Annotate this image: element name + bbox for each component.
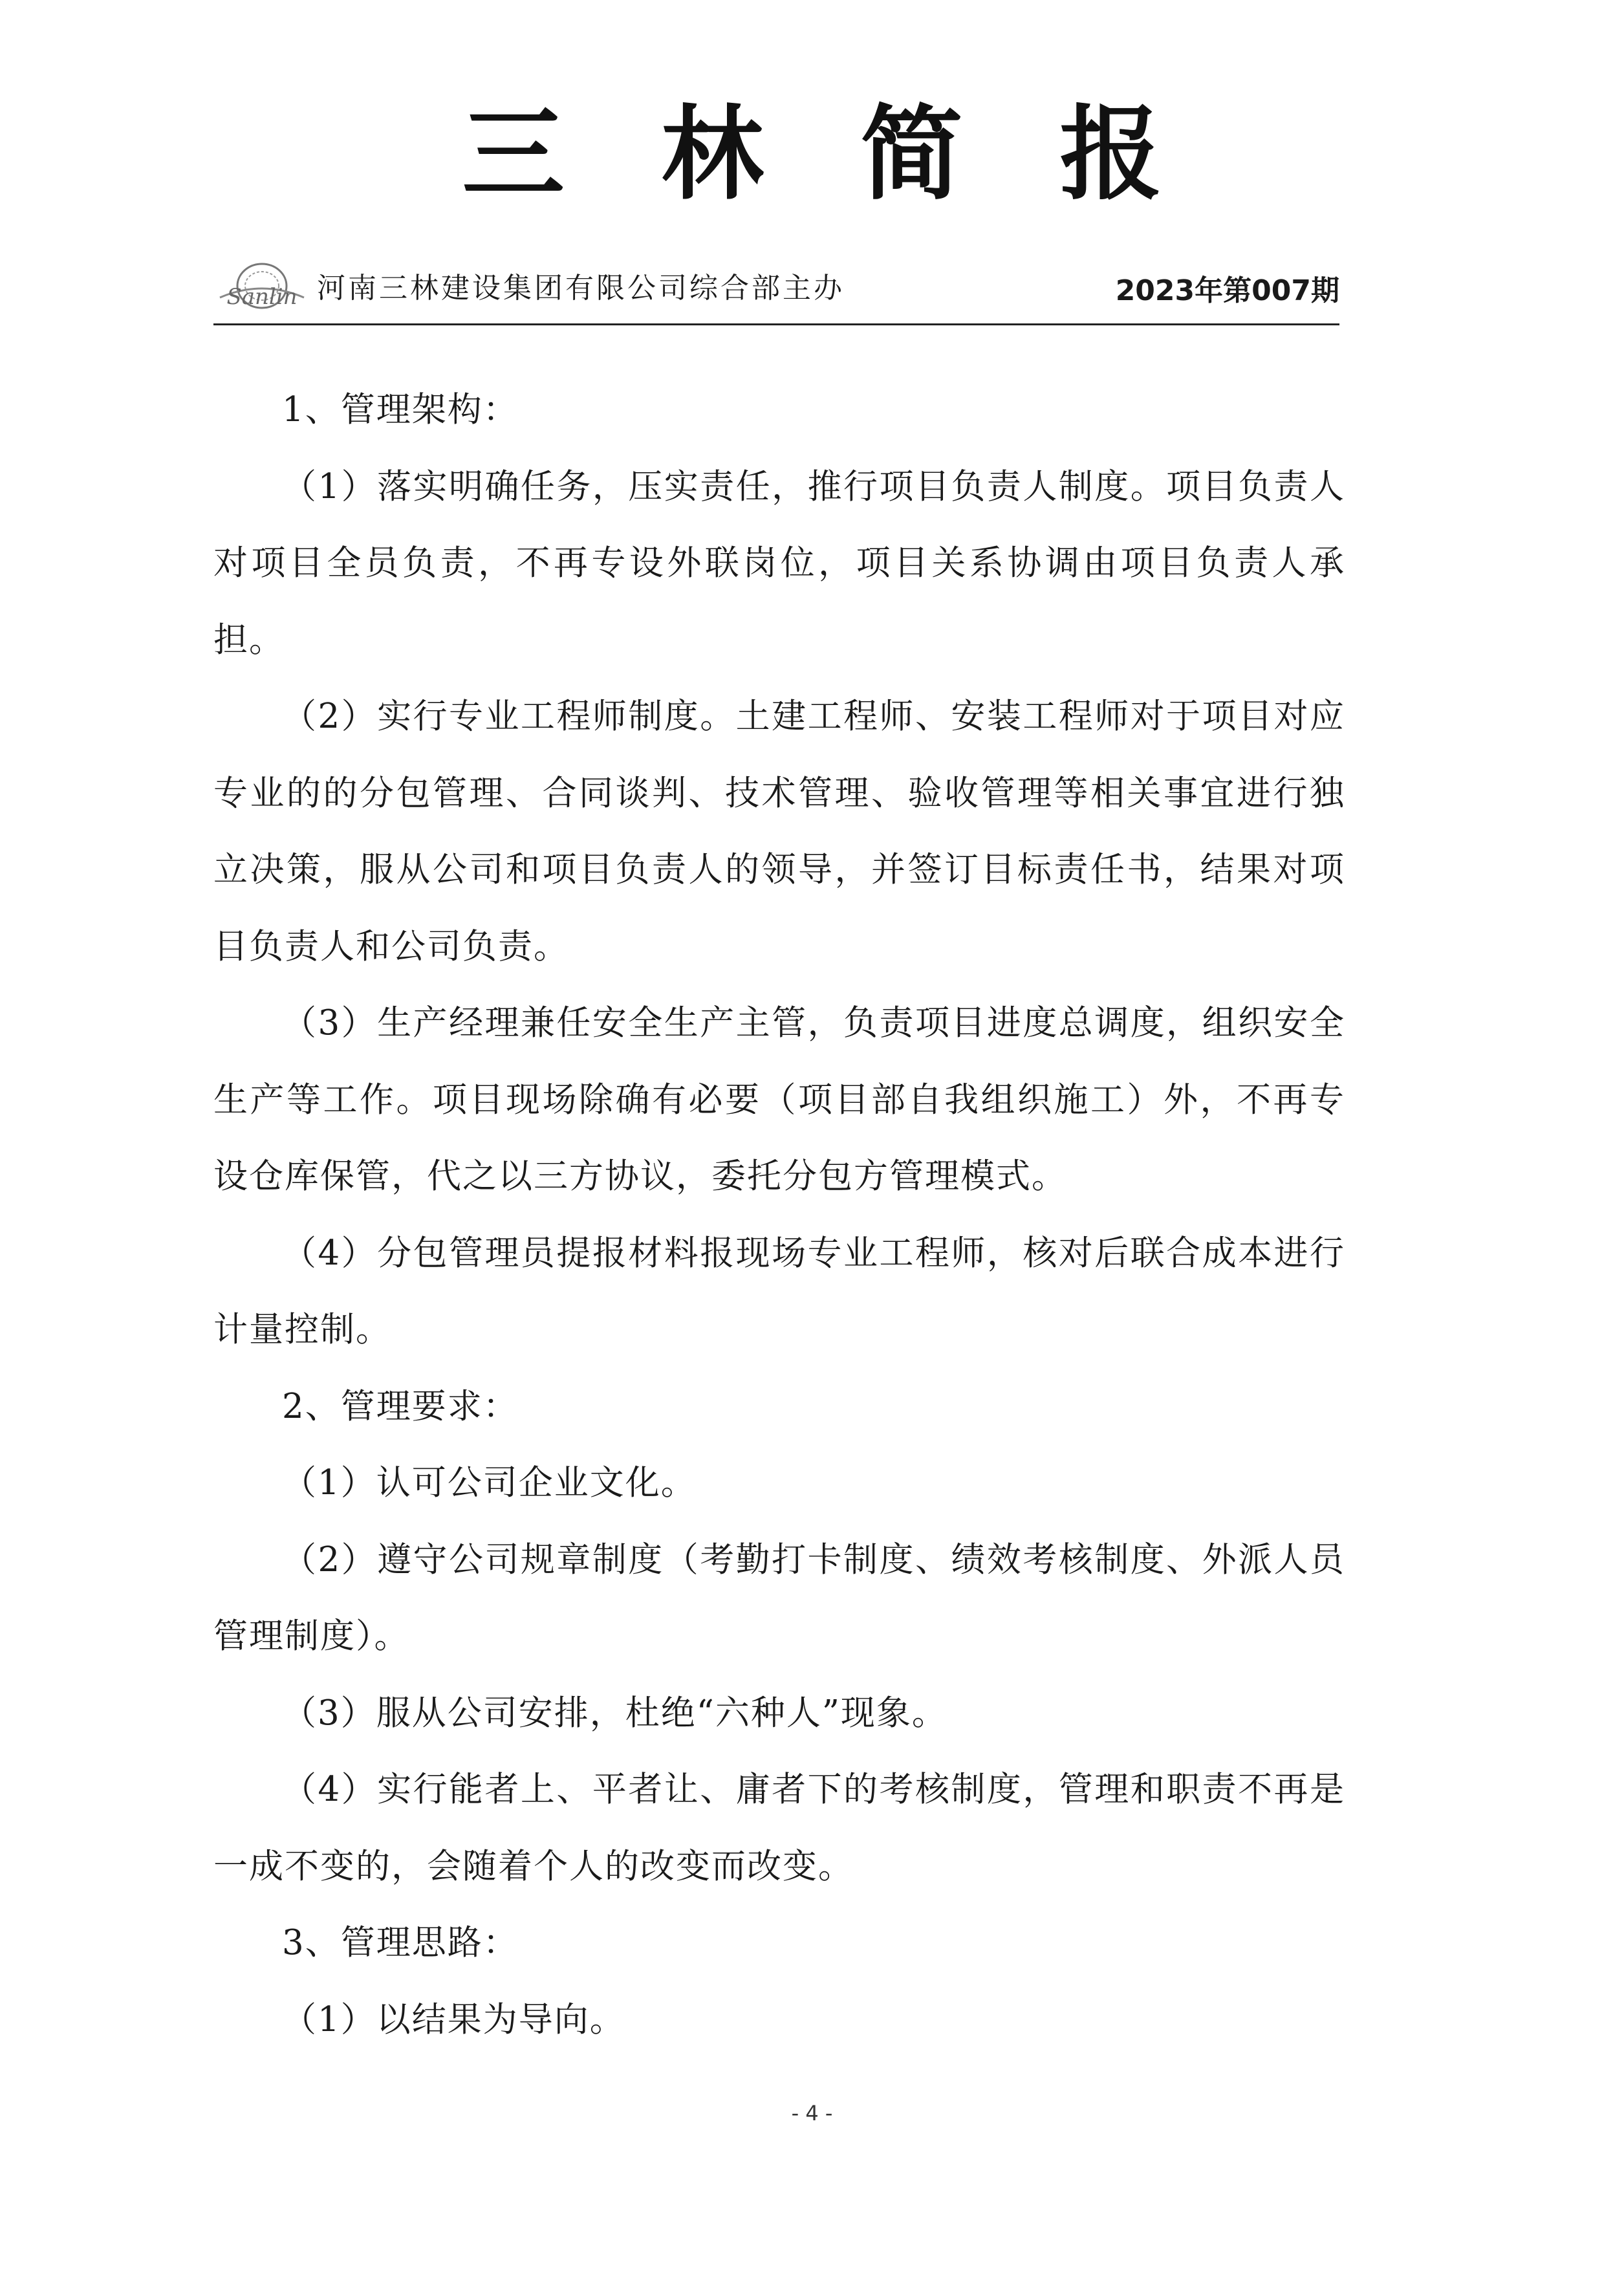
header-divider (213, 323, 1339, 325)
paragraph: （2）实行专业工程师制度。土建工程师、安装工程师对于项目对应专业的的分包管理、合同谈判、技术管理、验收管理等相关事宜进行独立决策，服从公司和项目负责人的领导，并签订目标责任书，结果对项目负责人和公司负责。 (213, 697, 1345, 966)
paragraph: （1）以结果为导向。 (282, 1999, 625, 2039)
page-number: - 4 - (791, 2101, 833, 2125)
paragraph: （3）服从公司安排，杜绝“六种人”现象。 (282, 1693, 947, 1733)
company-logo-icon (213, 260, 310, 318)
sponsor-line: 河南三林建设集团有限公司综合部主办 (317, 272, 845, 305)
paragraph: （1）认可公司企业文化。 (282, 1463, 697, 1503)
logo-wordmark: Sanlin (226, 284, 298, 310)
paragraph: （4）实行能者上、平者让、庸者下的考核制度，管理和职责不再是一成不变的，会随着个人的改变而改变。 (213, 1770, 1345, 1886)
section-heading: 2、管理要求： (282, 1386, 519, 1426)
issue-number: 2023年第007期 (1115, 274, 1339, 307)
paragraph: （1）落实明确任务，压实责任，推行项目负责人制度。项目负责人对项目全员负责，不再专设外联岗位，项目关系协调由项目负责人承担。 (213, 466, 1345, 660)
article-body (213, 372, 1345, 2058)
section-heading: 3、管理思路： (282, 1923, 519, 1962)
paragraph: （2）遵守公司规章制度（考勤打卡制度、绩效考核制度、外派人员管理制度）。 (213, 1539, 1345, 1656)
masthead (213, 259, 1339, 323)
paragraph: （4）分包管理员提报材料报现场专业工程师，核对后联合成本进行计量控制。 (213, 1233, 1345, 1349)
newsletter-title: 三林简报 (462, 95, 1259, 214)
paragraph: （3）生产经理兼任安全生产主管，负责项目进度总调度，组织安全生产等工作。项目现场除确有必要（项目部自我组织施工）外，不再专设仓库保管，代之以三方协议，委托分包方管理模式。 (213, 1003, 1345, 1196)
section-heading: 1、管理架构： (282, 390, 519, 429)
